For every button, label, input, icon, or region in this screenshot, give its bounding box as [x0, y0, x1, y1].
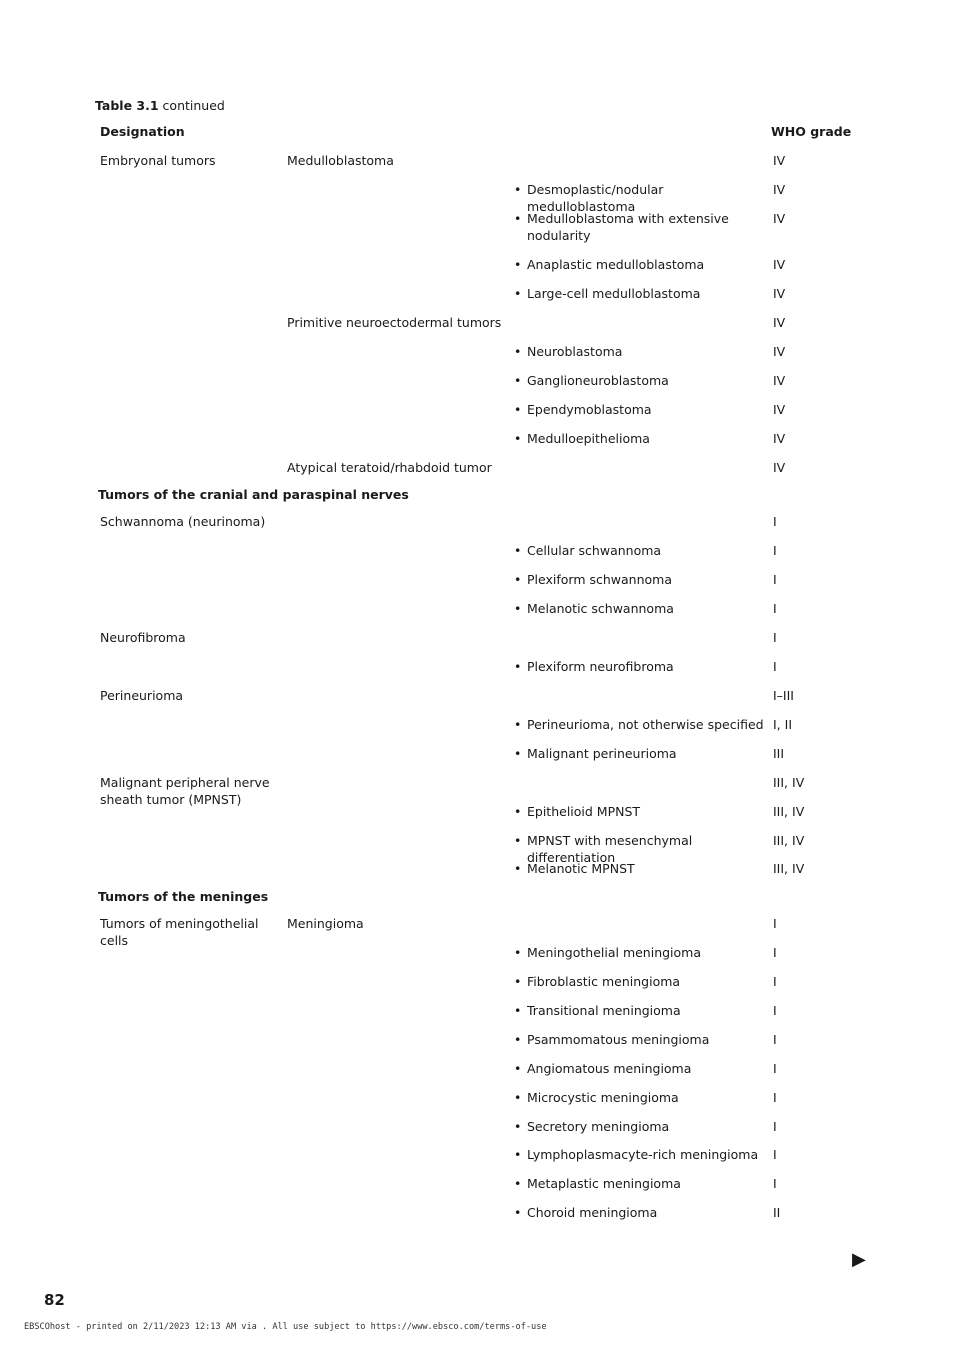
who-grade-cell: I [773, 916, 777, 931]
variant-label: Microcystic meningioma [527, 1090, 679, 1105]
bullet-icon: • [514, 1032, 522, 1047]
variant-label: Medulloepithelioma [527, 431, 650, 446]
bullet-icon: • [514, 1090, 522, 1105]
who-grade-cell: I [773, 974, 777, 989]
bullet-icon: • [514, 945, 522, 960]
who-grade-cell: I [773, 659, 777, 674]
variant-label: Metaplastic meningioma [527, 1176, 681, 1191]
variant-cell [514, 1204, 764, 1221]
variant-label: Ganglioneuroblastoma [527, 373, 669, 388]
who-grade-cell: I [773, 1032, 777, 1047]
who-grade-cell: I [773, 1176, 777, 1191]
section-heading: Tumors of the meninges [98, 889, 269, 904]
variant-label: Fibroblastic meningioma [527, 974, 681, 989]
who-grade-cell: IV [773, 402, 786, 417]
variant-label: Desmoplastic/nodular medulloblastoma [527, 182, 664, 214]
variant-cell [514, 860, 764, 877]
table-label: Table 3.1 [95, 98, 159, 113]
variant-cell [514, 658, 764, 675]
designation-cell: Perineurioma [100, 688, 184, 703]
bullet-icon: • [514, 182, 522, 197]
bullet-icon: • [514, 257, 522, 272]
bullet-icon: • [514, 601, 522, 616]
tumor-type-cell: Meningioma [287, 916, 364, 931]
bullet-icon: • [514, 804, 522, 819]
tumor-type-cell: Atypical teratoid/rhabdoid tumor [287, 460, 492, 475]
tumor-type-cell: Primitive neuroectodermal tumors [287, 315, 502, 330]
variant-label: Psammomatous meningioma [527, 1032, 710, 1047]
who-grade-cell: III, IV [773, 804, 805, 819]
who-grade-cell: I [773, 945, 777, 960]
bullet-icon: • [514, 402, 522, 417]
who-grade-cell: III, IV [773, 833, 805, 848]
variant-cell [514, 600, 764, 617]
variant-label: MPNST with mesenchymal differentiation [527, 833, 693, 865]
header-designation: Designation [100, 124, 185, 139]
variant-cell [514, 1089, 764, 1106]
variant-cell [514, 944, 764, 961]
header-who-grade: WHO grade [771, 124, 852, 139]
variant-cell [514, 1146, 764, 1163]
who-grade-cell: IV [773, 211, 786, 226]
variant-cell [514, 210, 764, 244]
variant-label: Medulloblastoma with extensive nodularity [527, 211, 729, 243]
who-grade-cell: I [773, 601, 777, 616]
section-heading: Tumors of the cranial and paraspinal nerves [98, 487, 409, 502]
bullet-icon: • [514, 344, 522, 359]
page-number: 82 [44, 1291, 65, 1309]
designation-cell: Tumors of meningothelial cells [100, 916, 259, 948]
variant-cell [514, 1118, 764, 1135]
who-grade-cell: I [773, 543, 777, 558]
who-grade-cell: IV [773, 257, 786, 272]
variant-label: Secretory meningioma [527, 1119, 670, 1134]
who-grade-cell: I–III [773, 688, 794, 703]
bullet-icon: • [514, 543, 522, 558]
variant-cell [514, 542, 764, 559]
tumor-type-cell: Medulloblastoma [287, 153, 394, 168]
who-grade-cell: IV [773, 286, 786, 301]
variant-label: Choroid meningioma [527, 1205, 658, 1220]
variant-label: Malignant perineurioma [527, 746, 677, 761]
variant-label: Angiomatous meningioma [527, 1061, 692, 1076]
who-grade-cell: IV [773, 460, 786, 475]
bullet-icon: • [514, 974, 522, 989]
bullet-icon: • [514, 286, 522, 301]
who-grade-cell: I [773, 572, 777, 587]
variant-label: Plexiform schwannoma [527, 572, 672, 587]
variant-label: Epithelioid MPNST [527, 804, 641, 819]
who-grade-cell: IV [773, 373, 786, 388]
designation-cell: Schwannoma (neurinoma) [100, 514, 266, 529]
who-grade-cell: III, IV [773, 775, 805, 790]
bullet-icon: • [514, 1003, 522, 1018]
who-grade-cell: I [773, 514, 777, 529]
continue-arrow-icon: ▶ [852, 1249, 866, 1270]
who-grade-cell: II [773, 1205, 781, 1220]
variant-cell [514, 401, 764, 418]
who-grade-cell: I [773, 1119, 777, 1134]
who-grade-cell: I [773, 1061, 777, 1076]
print-footer: EBSCOhost - printed on 2/11/2023 12:13 AM via . All use subject to https://www.ebsco.com/terms-of-use [24, 1322, 547, 1332]
bullet-icon: • [514, 1147, 522, 1162]
variant-label: Perineurioma, not otherwise specified [527, 717, 764, 732]
who-grade-cell: IV [773, 315, 786, 330]
who-grade-cell: I [773, 1003, 777, 1018]
designation-cell: Malignant peripheral nerve sheath tumor (MPNST) [100, 775, 270, 807]
who-grade-cell: IV [773, 182, 786, 197]
variant-label: Melanotic MPNST [527, 861, 635, 876]
variant-label: Plexiform neurofibroma [527, 659, 674, 674]
bullet-icon: • [514, 861, 522, 876]
who-grade-cell: I [773, 1147, 777, 1162]
bullet-icon: • [514, 1176, 522, 1191]
who-grade-cell: I [773, 630, 777, 645]
variant-cell [514, 745, 764, 762]
bullet-icon: • [514, 833, 522, 848]
bullet-icon: • [514, 659, 522, 674]
variant-cell [514, 571, 764, 588]
bullet-icon: • [514, 431, 522, 446]
variant-cell [514, 343, 764, 360]
variant-label: Melanotic schwannoma [527, 601, 674, 616]
variant-cell [514, 1060, 764, 1077]
table-caption [95, 98, 225, 113]
bullet-icon: • [514, 1061, 522, 1076]
bullet-icon: • [514, 746, 522, 761]
variant-label: Ependymoblastoma [527, 402, 652, 417]
variant-cell [514, 285, 764, 302]
variant-cell [514, 430, 764, 447]
variant-cell [514, 973, 764, 990]
designation-cell: Embryonal tumors [100, 153, 216, 168]
variant-cell [514, 1031, 764, 1048]
who-grade-cell: IV [773, 344, 786, 359]
variant-label: Meningothelial meningioma [527, 945, 702, 960]
variant-cell [514, 803, 764, 820]
bullet-icon: • [514, 1119, 522, 1134]
variant-label: Neuroblastoma [527, 344, 623, 359]
variant-cell [514, 1002, 764, 1019]
who-grade-cell: IV [773, 431, 786, 446]
bullet-icon: • [514, 373, 522, 388]
variant-cell [514, 716, 764, 733]
variant-label: Transitional meningioma [527, 1003, 681, 1018]
who-grade-cell: III, IV [773, 861, 805, 876]
variant-label: Anaplastic medulloblastoma [527, 257, 705, 272]
variant-label: Cellular schwannoma [527, 543, 662, 558]
variant-label: Large-cell medulloblastoma [527, 286, 701, 301]
bullet-icon: • [514, 572, 522, 587]
bullet-icon: • [514, 1205, 522, 1220]
variant-cell [514, 1175, 764, 1192]
who-grade-cell: I [773, 1090, 777, 1105]
bullet-icon: • [514, 211, 522, 226]
who-grade-cell: III [773, 746, 785, 761]
variant-cell [514, 372, 764, 389]
designation-cell: Neurofibroma [100, 630, 186, 645]
bullet-icon: • [514, 717, 522, 732]
who-grade-cell: I, II [773, 717, 793, 732]
table-caption-suffix: continued [162, 98, 225, 113]
variant-cell [514, 256, 764, 273]
who-grade-cell: IV [773, 153, 786, 168]
variant-label: Lymphoplasmacyte-rich meningioma [527, 1147, 759, 1162]
